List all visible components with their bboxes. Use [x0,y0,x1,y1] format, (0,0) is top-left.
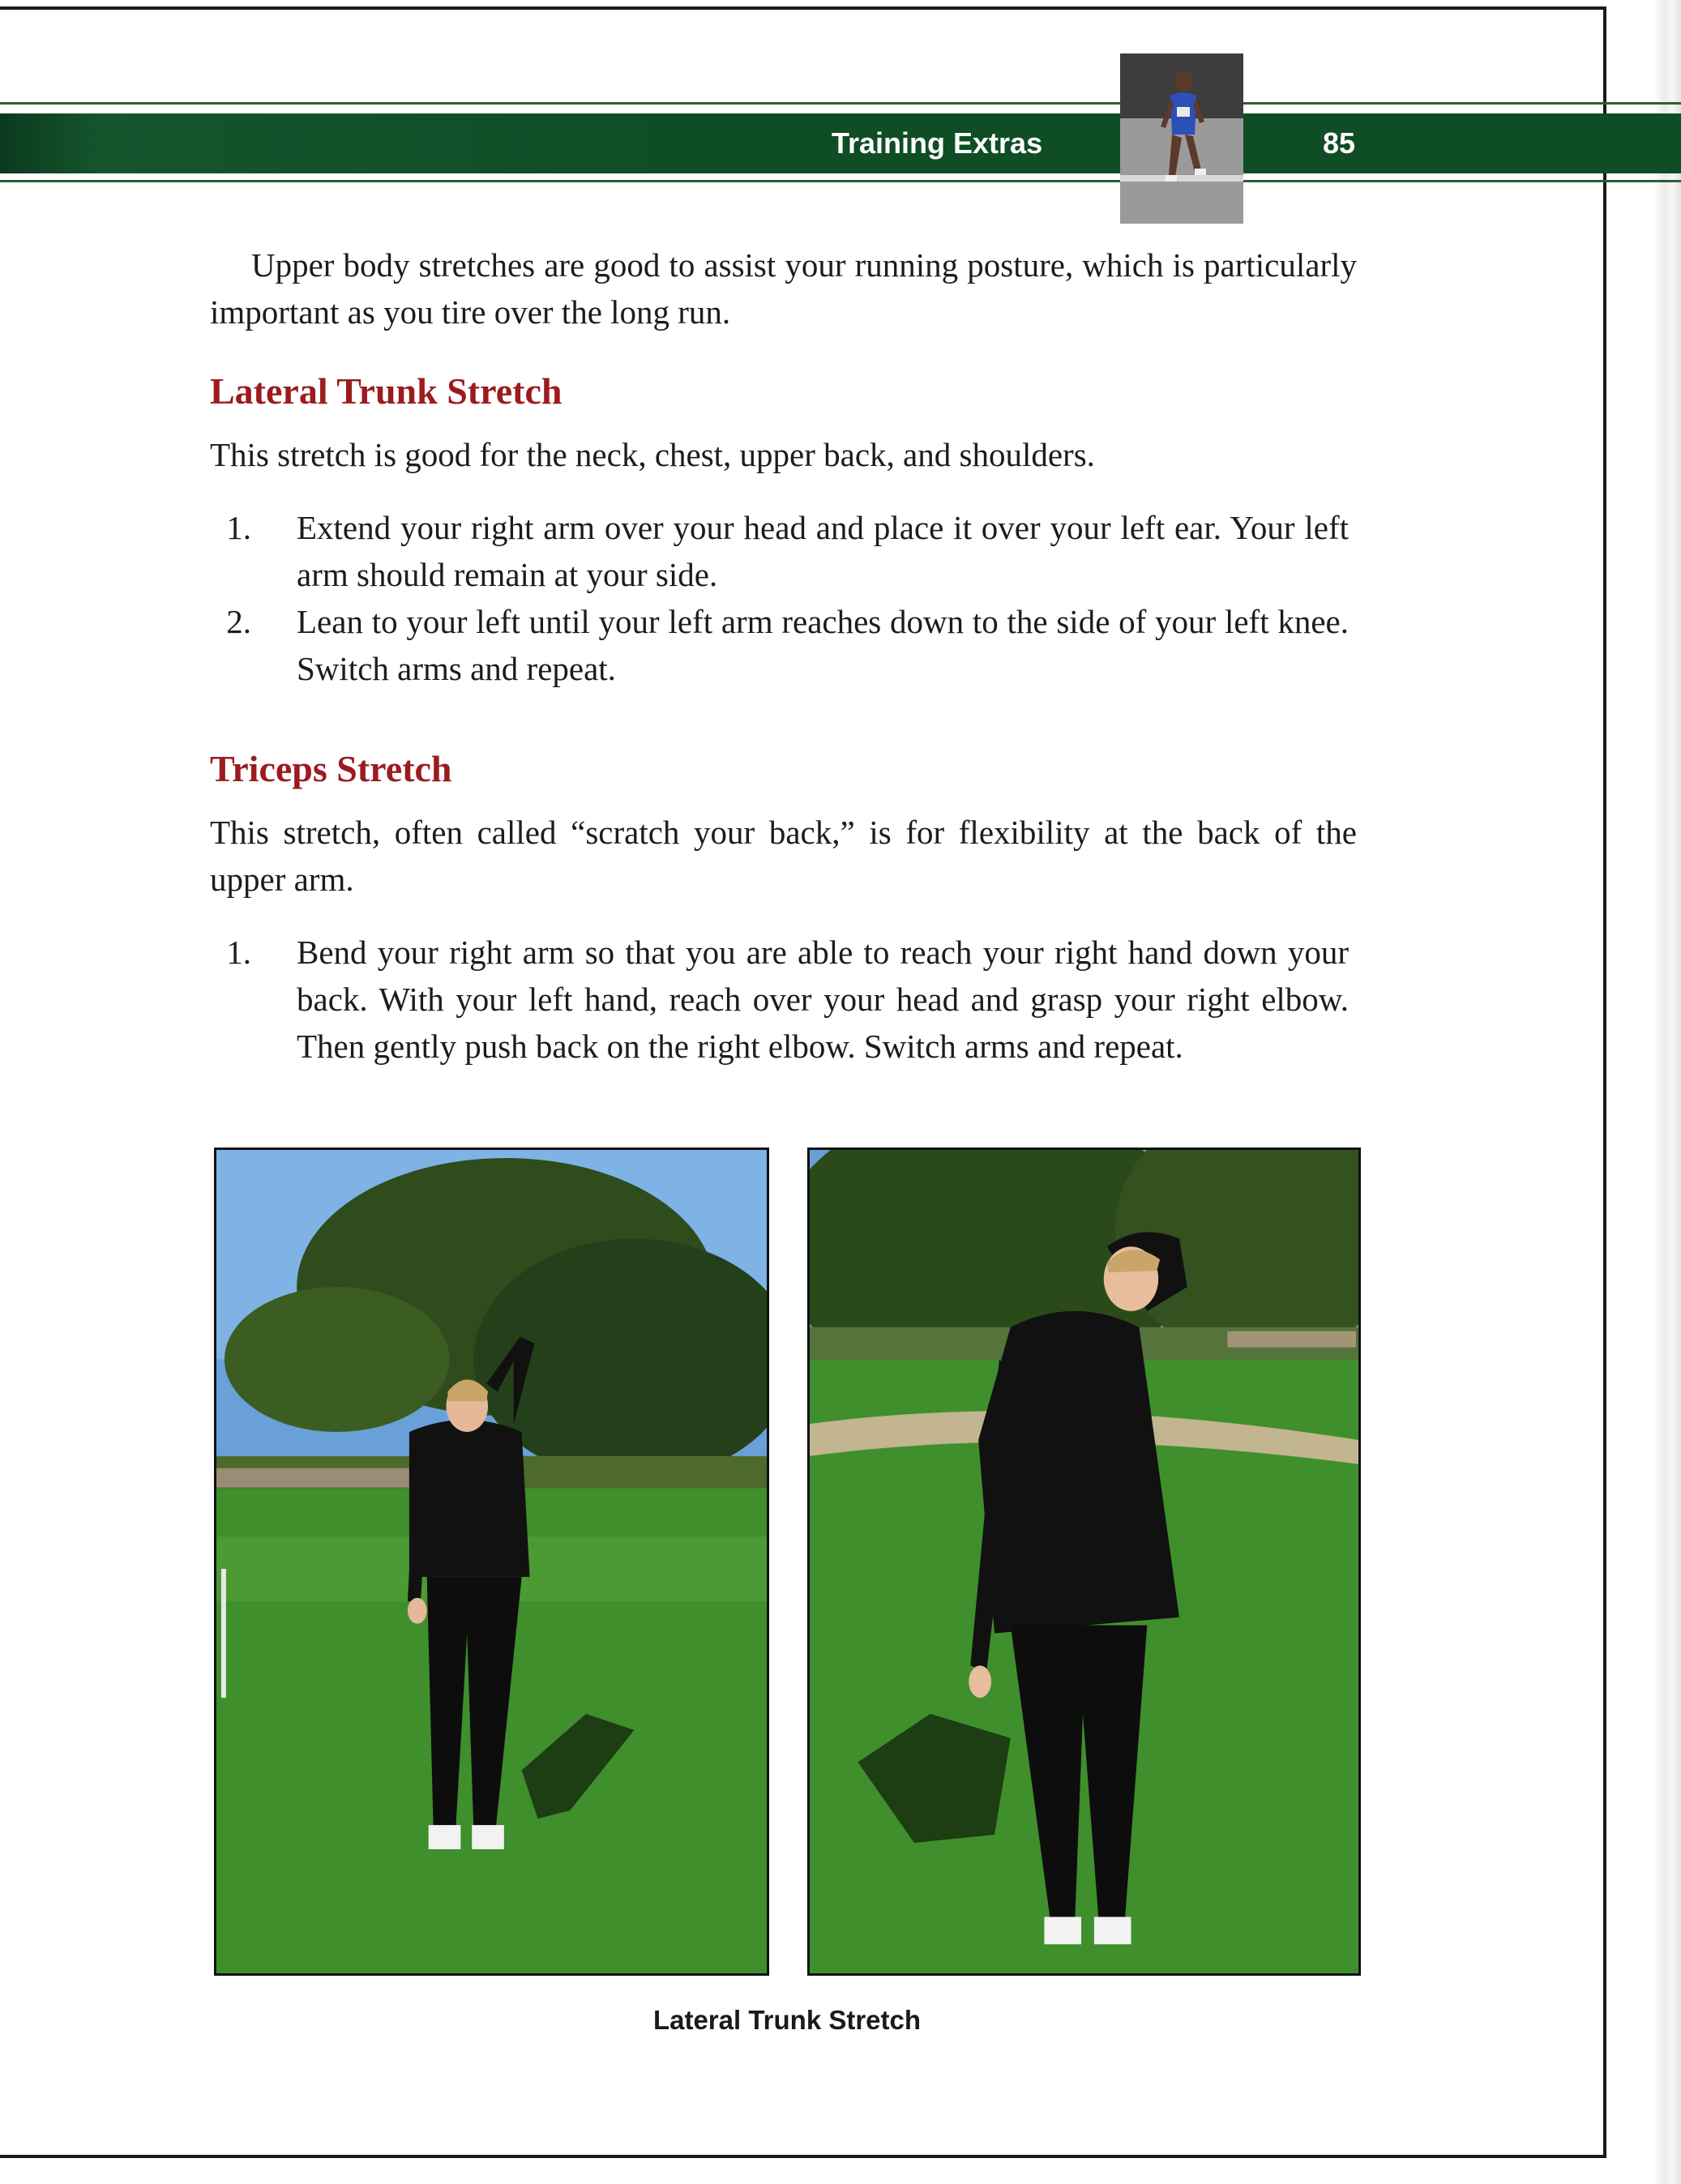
book-page-edge [1653,0,1681,2184]
heading-lateral-trunk-stretch: Lateral Trunk Stretch [210,370,562,412]
header-rule-bottom [0,180,1681,182]
triceps-description: This stretch, often called “scratch your back,” is for flexibility at the back of the upper arm. [210,814,1357,898]
list-number: 1. [226,509,251,546]
list-text: Lean to your left until your left arm reaches down to the side of your left knee. Switch arms and repeat. [297,603,1349,687]
list-item [203,598,1357,692]
lateral-trunk-description: This stretch is good for the neck, chest, upper back, and shoulders. [210,436,1095,473]
list-number: 1. [226,934,251,971]
photo-lateral-trunk-stretch-start [214,1148,769,1976]
list-number: 2. [226,603,251,640]
list-text: Extend your right arm over your head and place it over your left ear. Your left arm should remain at your side. [297,509,1349,593]
intro-paragraph: Upper body stretches are good to assist your running posture, which is particularly important as you tire over the long run. [210,246,1357,331]
runner-thumbnail [1120,53,1243,224]
list-item [203,929,1357,1117]
heading-triceps-stretch: Triceps Stretch [210,748,452,789]
page-border-bottom [0,2155,1606,2158]
section-title: Training Extras [832,126,1043,160]
page-border-top [0,6,1606,10]
list-text: Bend your right arm so that you are able to reach your right hand down your back. With your left hand, reach over your head and grasp your right elbow. Then gently push back on the right elbow. Switch arms and repeat. [297,934,1349,1065]
header-rule-top [0,102,1681,105]
page-number: 85 [1323,126,1356,160]
figure-caption: Lateral Trunk Stretch [652,2005,922,2035]
photo-lateral-trunk-stretch-bend [807,1148,1361,1976]
list-item [203,504,1357,598]
photo-2-image [810,1150,1358,1973]
runner-image [1120,53,1243,224]
page-border-right [1603,6,1606,2158]
photo-1-image [216,1150,767,1973]
